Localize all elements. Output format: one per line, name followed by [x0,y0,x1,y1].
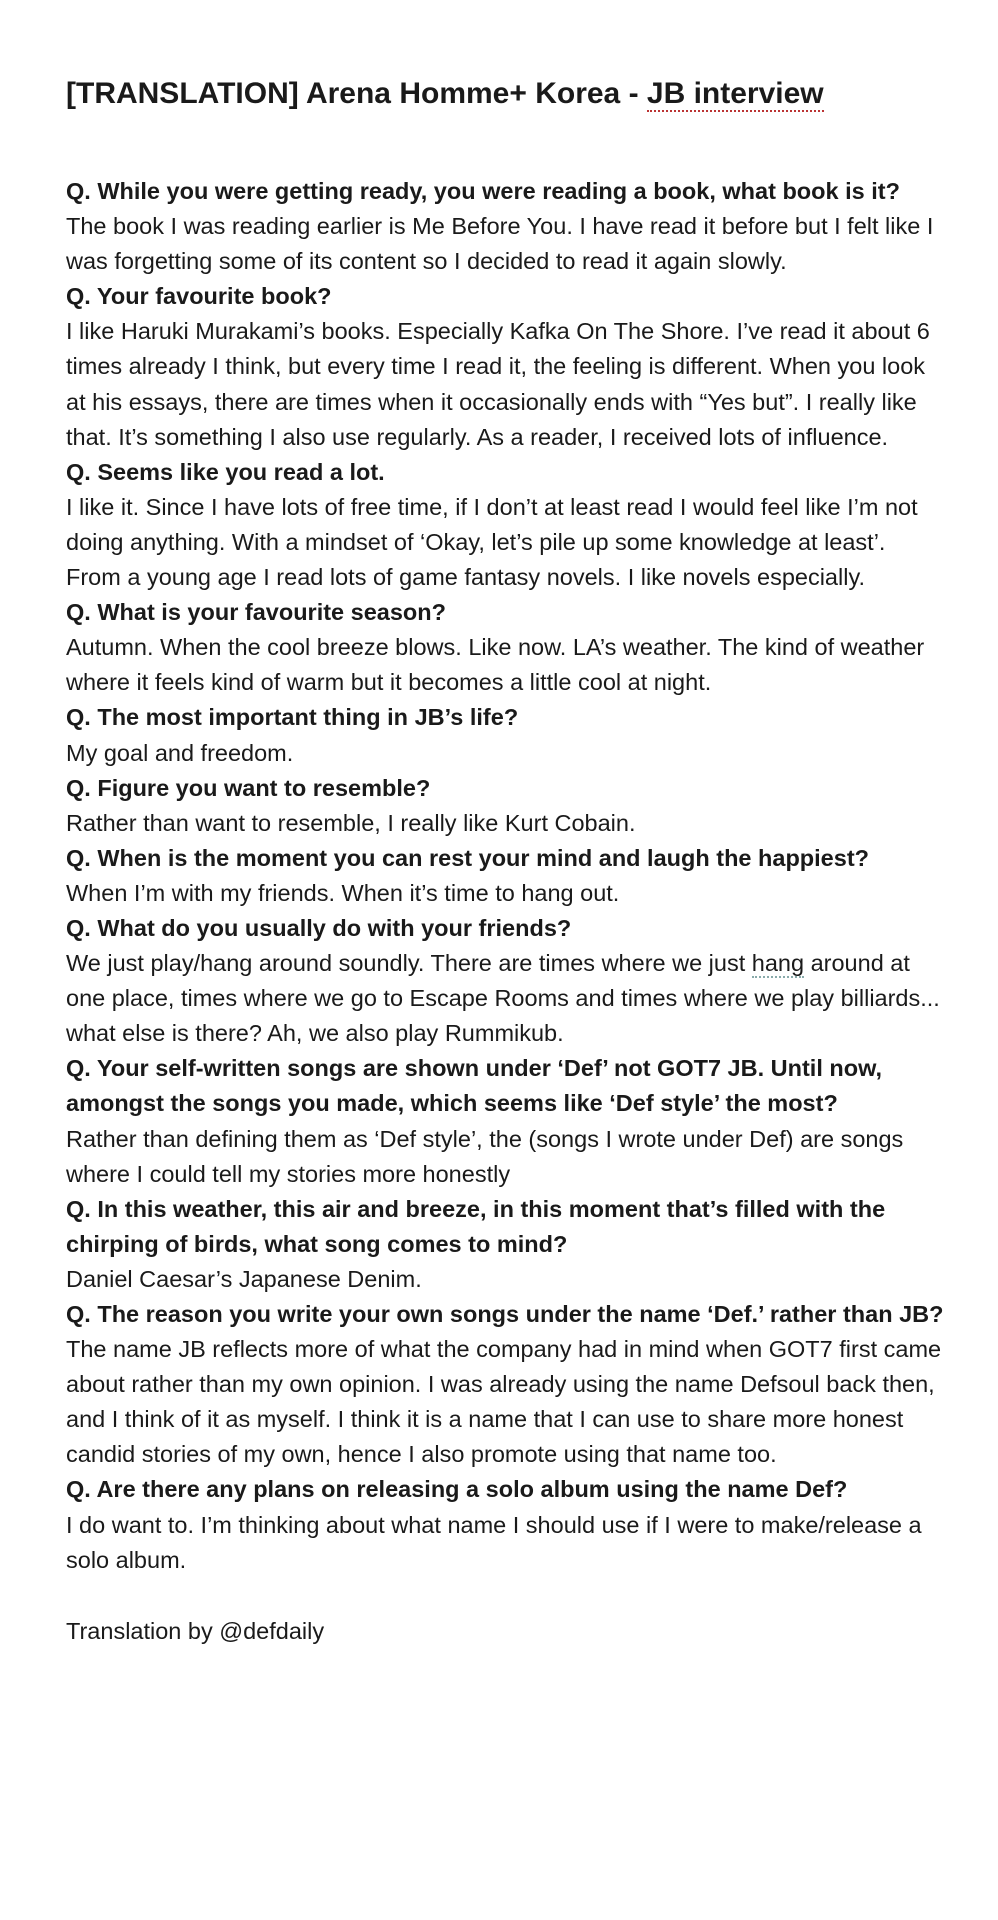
question: Q. Your favourite book? [66,283,332,310]
question: Q. What is your favourite season? [66,599,446,626]
document-page [66,74,946,1672]
answer: Daniel Caesar’s Japanese Denim. [66,1265,422,1292]
question: Q. Are there any plans on releasing a solo album using the name Def? [66,1476,848,1503]
question: Q. While you were getting ready, you were reading a book, what book is it? [66,178,900,204]
answer [66,946,946,1051]
answer: The name JB reflects more of what the company had in mind when GOT7 first came about rather than my own opinion. I was already using the name Defsoul back then, and I think of it as myself. I think it is a name that I can use to share more honest candid stories of my own, hence I also promote using that name too. [66,1336,942,1468]
answer: Rather than want to resemble, I really like Kurt Cobain. [66,809,636,836]
answer: The book I was reading earlier is Me Before You. I have read it before but I felt like I was forgetting some of its content so I decided to read it again slowly. [66,213,934,275]
question: Q. The reason you write your own songs under the name ‘Def.’ rather than JB? [66,1301,944,1327]
question: Q. Your self-written songs are shown under ‘Def’ not GOT7 JB. Until now, amongst the songs you made, which seems like ‘Def style’ the most? [66,1055,883,1117]
question: Q. What do you usually do with your friends? [66,914,572,941]
question: Q. In this weather, this air and breeze, in this moment that’s filled with the chirping of birds, what song comes to mind? [66,1195,886,1257]
question: Q. Seems like you read a lot. [66,458,385,485]
answer: When I’m with my friends. When it’s time to hang out. [66,879,620,906]
answer: Autumn. When the cool breeze blows. Like now. LA’s weather. The kind of weather where it feels kind of warm but it becomes a little cool at night. [66,634,925,696]
answer: I like Haruki Murakami’s books. Especially Kafka On The Shore. I’ve read it about 6 times already I think, but every time I read it, the feeling is different. When you look at his essays, there are times when it occasionally ends with “Yes but”. I really like that. It’s something I also use regularly. As a reader, I received lots of influence. [66,318,930,450]
question: Q. When is the moment you can rest your mind and laugh the happiest? [66,844,870,871]
title-prefix: [TRANSLATION] Arena Homme+ Korea - [66,77,647,110]
qa-list [66,174,946,1578]
title-link[interactable]: JB interview [646,77,824,110]
spellcheck-word: hang [751,950,805,977]
answer-text: around at one place, times where we go to Escape Rooms and times where we play billiards... what else is there? Ah, we also play Rummikub. [66,950,940,1047]
answer: Rather than defining them as ‘Def style’, the (songs I wrote under Def) are songs where I could tell my stories more honestly [66,1125,904,1187]
question: Q. The most important thing in JB’s life? [66,704,519,731]
answer: My goal and freedom. [66,739,294,766]
answer: I do want to. I’m thinking about what name I should use if I were to make/release a solo album. [66,1511,922,1573]
answer-text: We just play/hang around soundly. There are times where we just [66,950,752,977]
translation-credit: Translation by @defdaily [66,1617,325,1644]
question: Q. Figure you want to resemble? [66,774,431,801]
answer: I like it. Since I have lots of free time, if I don’t at least read I would feel like I’m not doing anything. With a mindset of ‘Okay, let’s pile up some knowledge at least’. From a young age I read lots of game fantasy novels. I like novels especially. [66,493,918,591]
page-title [66,74,946,114]
